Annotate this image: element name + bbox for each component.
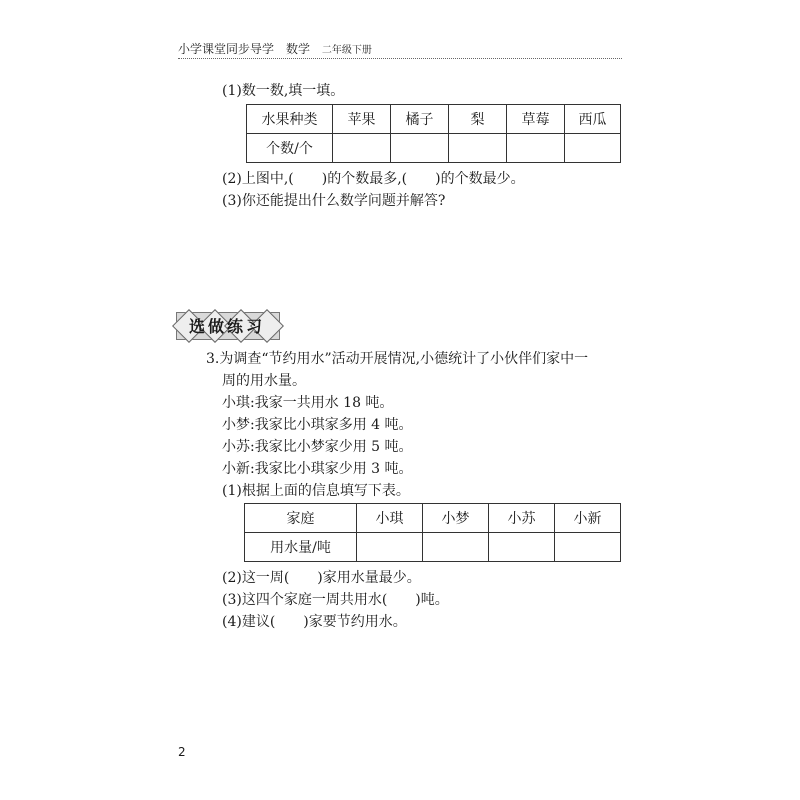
header-title: 小学课堂同步导学 数学 — [178, 42, 311, 56]
answer-cell[interactable] — [423, 533, 489, 562]
statement-xiaoqi: 小琪:我家一共用水 18 吨。 — [222, 395, 394, 411]
statement-xiaosu: 小苏:我家比小梦家少用 5 吨。 — [222, 439, 413, 455]
answer-cell[interactable] — [449, 134, 507, 163]
question-3-1: (1)根据上面的信息填写下表。 — [222, 483, 410, 499]
answer-cell[interactable] — [555, 533, 621, 562]
page-number: 2 — [178, 745, 186, 759]
table-header-cell: 小梦 — [423, 504, 489, 533]
page-header — [178, 40, 372, 57]
table-header-cell: 小新 — [555, 504, 621, 533]
table-row-label: 个数/个 — [247, 134, 333, 163]
table-row-label: 用水量/吨 — [245, 533, 357, 562]
answer-cell[interactable] — [565, 134, 621, 163]
statement-xiaoxin: 小新:我家比小琪家少用 3 吨。 — [222, 461, 413, 477]
table-header-cell: 梨 — [449, 105, 507, 134]
table-header-cell: 水果种类 — [247, 105, 333, 134]
answer-cell[interactable] — [357, 533, 423, 562]
table-row — [245, 504, 621, 533]
answer-cell[interactable] — [507, 134, 565, 163]
header-grade: 二年级下册 — [321, 45, 372, 56]
table-row — [247, 105, 621, 134]
question-3-2: (2)这一周( )家用水量最少。 — [222, 570, 421, 586]
section-title-label: 选做练习 — [188, 317, 265, 336]
table-row — [245, 533, 621, 562]
question-3-3: (3)这四个家庭一周共用水( )吨。 — [222, 592, 449, 608]
water-usage-table — [244, 503, 621, 562]
table-header-cell: 家庭 — [245, 504, 357, 533]
table-header-cell: 苹果 — [333, 105, 391, 134]
table-header-cell: 小苏 — [489, 504, 555, 533]
statement-xiaomeng: 小梦:我家比小琪家多用 4 吨。 — [222, 417, 413, 433]
section-title-optional-practice — [176, 310, 278, 340]
question-3-intro-line-1: 3.为调查“节约用水”活动开展情况,小德统计了小伙伴们家中一 — [206, 351, 589, 367]
table-row — [247, 134, 621, 163]
answer-cell[interactable] — [391, 134, 449, 163]
table-header-cell: 草莓 — [507, 105, 565, 134]
question-1-2: (2)上图中,( )的个数最多,( )的个数最少。 — [222, 171, 525, 187]
fruit-count-table — [246, 104, 621, 163]
table-header-cell: 西瓜 — [565, 105, 621, 134]
question-3-4: (4)建议( )家要节约用水。 — [222, 614, 407, 630]
answer-cell[interactable] — [489, 533, 555, 562]
question-1-1: (1)数一数,填一填。 — [222, 83, 345, 99]
table-header-cell: 小琪 — [357, 504, 423, 533]
answer-cell[interactable] — [333, 134, 391, 163]
table-header-cell: 橘子 — [391, 105, 449, 134]
header-divider — [178, 58, 622, 59]
question-3-intro-line-2: 周的用水量。 — [222, 373, 306, 389]
question-1-3: (3)你还能提出什么数学问题并解答? — [222, 193, 446, 209]
